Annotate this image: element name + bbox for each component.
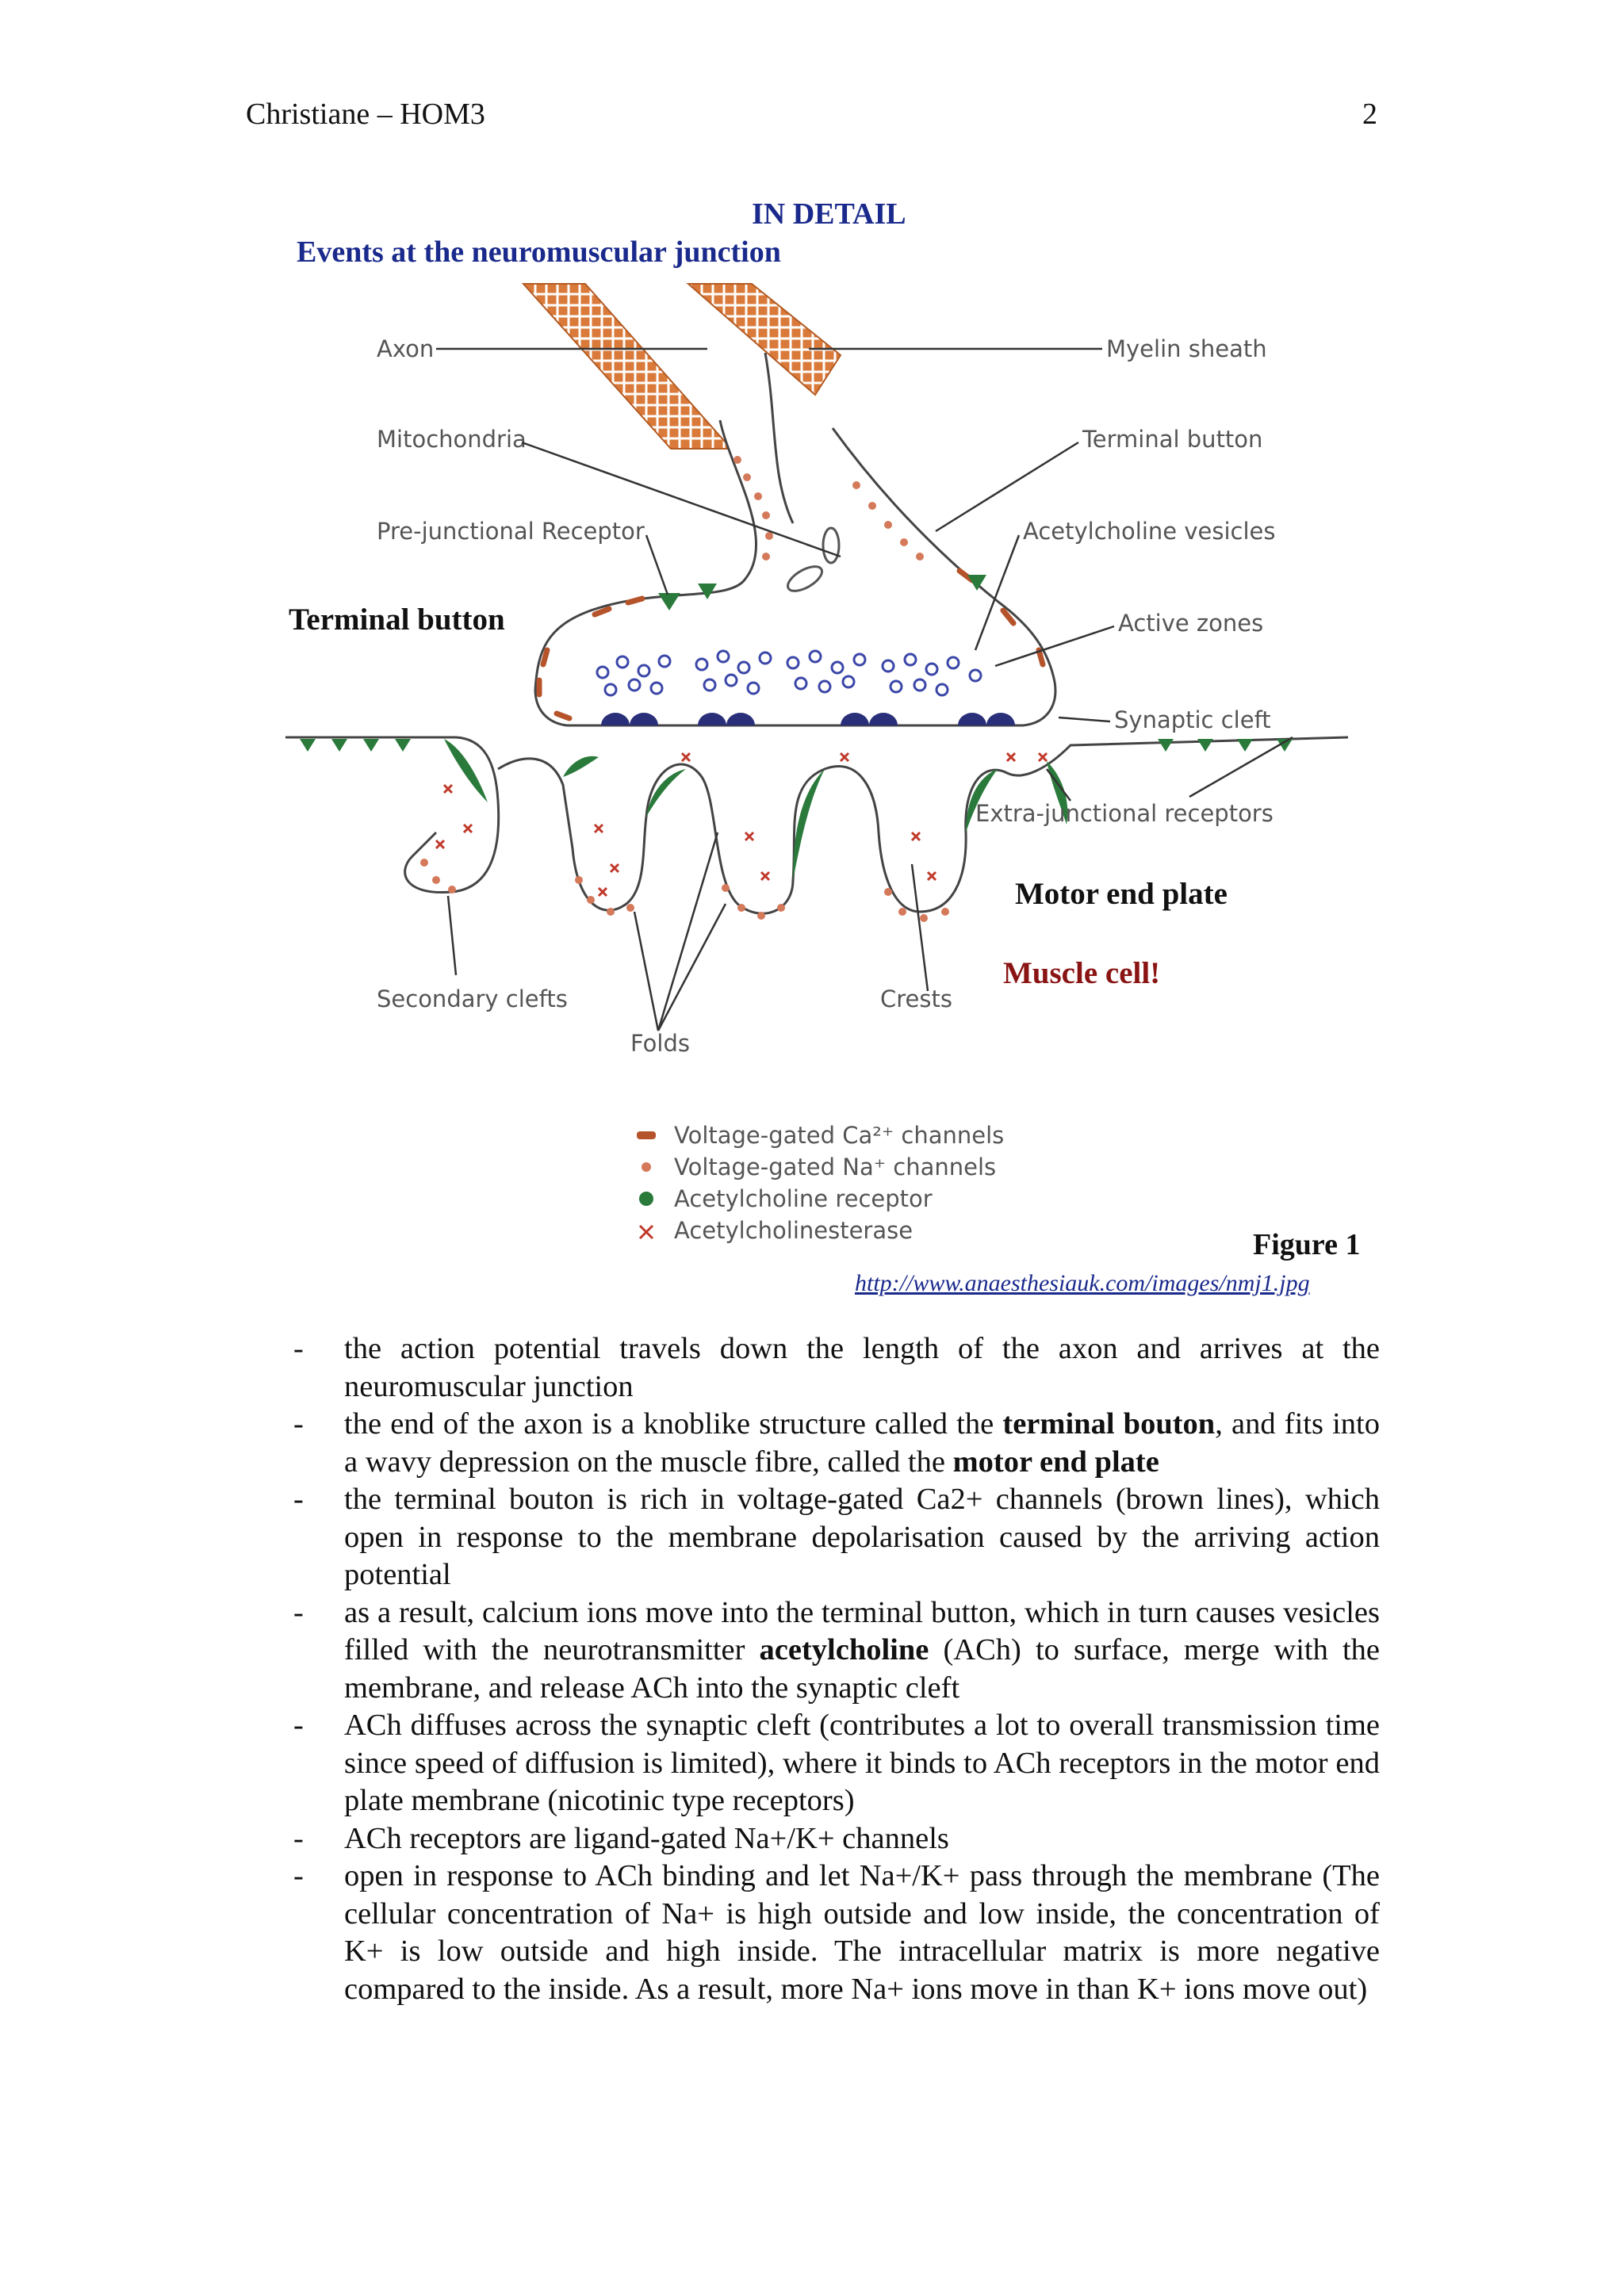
bullet-text: , and fits into a wavy depression on the muscle fibre, called the <box>344 1407 1380 1479</box>
myelin-sheath-right <box>688 284 841 395</box>
na-channels-clefts <box>420 859 949 922</box>
legend-na-swatch <box>642 1162 651 1172</box>
mitochondrion-1 <box>823 528 839 563</box>
legend-ach-receptor-swatch <box>639 1192 653 1206</box>
nmj-diagram <box>285 277 1348 1284</box>
bullet-item <box>287 1858 1380 2008</box>
label-extra-junctional-receptors: Extra-junctional receptors <box>975 800 1274 827</box>
figure-caption: Figure 1 <box>1253 1228 1361 1261</box>
legend-ach-receptor-label: Acetylcholine receptor <box>674 1185 933 1212</box>
bullet-text: ACh receptors are ligand-gated Na+/K+ channels <box>344 1821 949 1855</box>
bullet-text: open in response to ACh binding and let Na+/K+ pass through the membrane (The cellular concentration of Na+ is high outside and low inside, the concentration of K+ is low outside and high inside. The intracellular matrix is more negative compared to the inside. As a result, more Na+ ions move in than K+ ions move out) <box>344 1859 1380 2006</box>
figure-legend <box>637 1122 1004 1244</box>
myelin-sheath-left <box>523 284 731 449</box>
bullet-text: the terminal bouton is rich in voltage-gated Ca2+ channels (brown lines), which open in response to the membrane depolarisation caused by the arriving action potential <box>344 1483 1380 1591</box>
page-number: 2 <box>1362 98 1377 131</box>
bold-term: acetylcholine <box>759 1633 929 1667</box>
bullet-text: the end of the axon is a knoblike structure called the <box>344 1407 1003 1441</box>
section-subheading: Events at the neuromuscular junction <box>297 235 781 269</box>
legend-ache-swatch <box>640 1226 653 1238</box>
bullet-item <box>287 1594 1380 1708</box>
bullet-item <box>287 1481 1380 1594</box>
bold-term: terminal bouton <box>1002 1407 1216 1441</box>
section-heading: IN DETAIL <box>752 197 906 231</box>
label-crests: Crests <box>880 985 952 1012</box>
bullet-list <box>287 1330 1380 2008</box>
bullet-item <box>287 1330 1380 1406</box>
bullet-text: the action potential travels down the length of the axon and arrives at the neuromuscular junction <box>344 1332 1380 1403</box>
bullet-item <box>287 1820 1380 1858</box>
label-active-zones: Active zones <box>1118 610 1264 637</box>
bold-term: motor end plate <box>952 1445 1159 1479</box>
bullet-item <box>287 1707 1380 1820</box>
label-myelin-sheath: Myelin sheath <box>1106 335 1267 362</box>
legend-ache-label: Acetylcholinesterase <box>674 1217 914 1244</box>
bullet-text: ACh diffuses across the synaptic cleft (contributes a lot to overall transmission time since speed of diffusion is limited), where it binds to ACh receptors in the motor end plate membrane (nicotinic type receptors) <box>344 1709 1380 1817</box>
bullet-text: as a result, calcium ions move into the terminal button, which in turn causes vesicles filled with the neurotransmitter <box>344 1595 1380 1667</box>
label-synaptic-cleft: Synaptic cleft <box>1114 706 1271 733</box>
annotation-motor-end-plate: Motor end plate <box>1015 877 1228 911</box>
label-mitochondria: Mitochondria <box>377 426 527 453</box>
annotation-muscle-cell: Muscle cell! <box>1003 956 1161 990</box>
bullet-text: (ACh) to surface, merge with the membrane, and release ACh into the synaptic cleft <box>344 1633 1380 1705</box>
bullet-item <box>287 1406 1380 1481</box>
label-folds: Folds <box>630 1030 690 1057</box>
label-terminal-button-small: Terminal button <box>1082 426 1263 453</box>
header-author: Christiane – HOM3 <box>246 98 485 131</box>
legend-na-label: Voltage-gated Na⁺ channels <box>674 1154 997 1181</box>
label-acetylcholine-vesicles: Acetylcholine vesicles <box>1023 518 1276 545</box>
acetylcholinesterase <box>436 753 1047 896</box>
figure-source-link[interactable]: http://www.anaesthesiauk.com/images/nmj1.jpg <box>855 1270 1310 1296</box>
annotation-terminal-button: Terminal button <box>289 603 505 637</box>
legend-ca-swatch <box>637 1131 656 1139</box>
label-pre-junctional-receptor: Pre-junctional Receptor <box>377 518 645 545</box>
label-secondary-clefts: Secondary clefts <box>377 985 568 1012</box>
label-axon: Axon <box>377 335 435 362</box>
legend-ca-label: Voltage-gated Ca²⁺ channels <box>674 1122 1005 1149</box>
